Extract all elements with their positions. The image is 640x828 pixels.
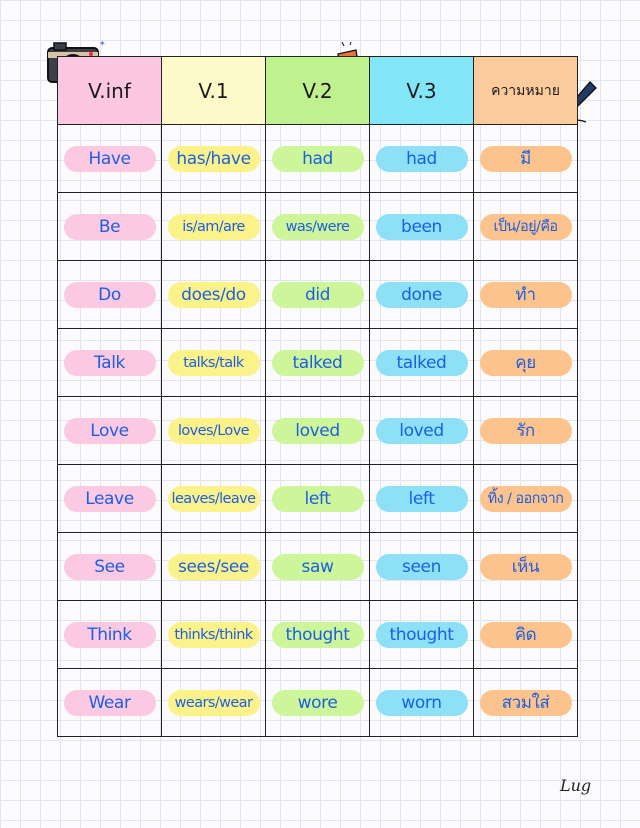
svg-text:✦: ✦ [99,39,106,48]
meaning-cell: มี [480,146,572,172]
v1-cell: leaves/leave [168,486,260,512]
verb-table-sheet [57,56,578,737]
meaning-cell: รัก [480,418,572,444]
vinf-cell: Talk [64,350,156,376]
meaning-cell: เป็น/อยู่/คือ [480,214,572,240]
v3-cell: talked [376,350,468,376]
table-row [58,261,578,329]
v3-cell: thought [376,622,468,648]
v1-cell: sees/see [168,554,260,580]
table-row [58,669,578,737]
meaning-cell: ทิ้ง / ออกจาก [480,486,572,512]
header-v3: V.3 [370,57,474,125]
v3-cell: left [376,486,468,512]
header-v1: V.1 [162,57,266,125]
table-row [58,329,578,397]
vinf-cell: Love [64,418,156,444]
vinf-cell: Wear [64,690,156,716]
header-v2: V.2 [266,57,370,125]
v3-cell: seen [376,554,468,580]
meaning-cell: เห็น [480,554,572,580]
v3-cell: been [376,214,468,240]
meaning-cell: สวมใส่ [480,690,572,716]
verb-table [57,56,578,737]
meaning-cell: คิด [480,622,572,648]
header-row [58,57,578,125]
v2-cell: left [272,486,364,512]
v1-cell: does/do [168,282,260,308]
vinf-cell: Be [64,214,156,240]
table-row [58,193,578,261]
v1-cell: loves/Love [168,418,260,444]
v2-cell: loved [272,418,364,444]
vinf-cell: Leave [64,486,156,512]
meaning-cell: คุย [480,350,572,376]
vinf-cell: Do [64,282,156,308]
v3-cell: loved [376,418,468,444]
v2-cell: did [272,282,364,308]
v2-cell: saw [272,554,364,580]
v1-cell: thinks/think [168,622,260,648]
v2-cell: talked [272,350,364,376]
v2-cell: wore [272,690,364,716]
v2-cell: was/were [272,214,364,240]
vinf-cell: Have [64,146,156,172]
v1-cell: has/have [168,146,260,172]
signature: Lug [560,776,592,795]
v1-cell: wears/wear [168,690,260,716]
v3-cell: done [376,282,468,308]
header-vinf: V.inf [58,57,162,125]
v1-cell: is/am/are [168,214,260,240]
meaning-cell: ทำ [480,282,572,308]
table-row [58,533,578,601]
vinf-cell: Think [64,622,156,648]
v2-cell: thought [272,622,364,648]
v3-cell: had [376,146,468,172]
header-meaning: ความหมาย [474,57,578,125]
table-row [58,125,578,193]
v2-cell: had [272,146,364,172]
table-row [58,601,578,669]
v3-cell: worn [376,690,468,716]
vinf-cell: See [64,554,156,580]
table-row [58,465,578,533]
table-row [58,397,578,465]
v1-cell: talks/talk [168,350,260,376]
